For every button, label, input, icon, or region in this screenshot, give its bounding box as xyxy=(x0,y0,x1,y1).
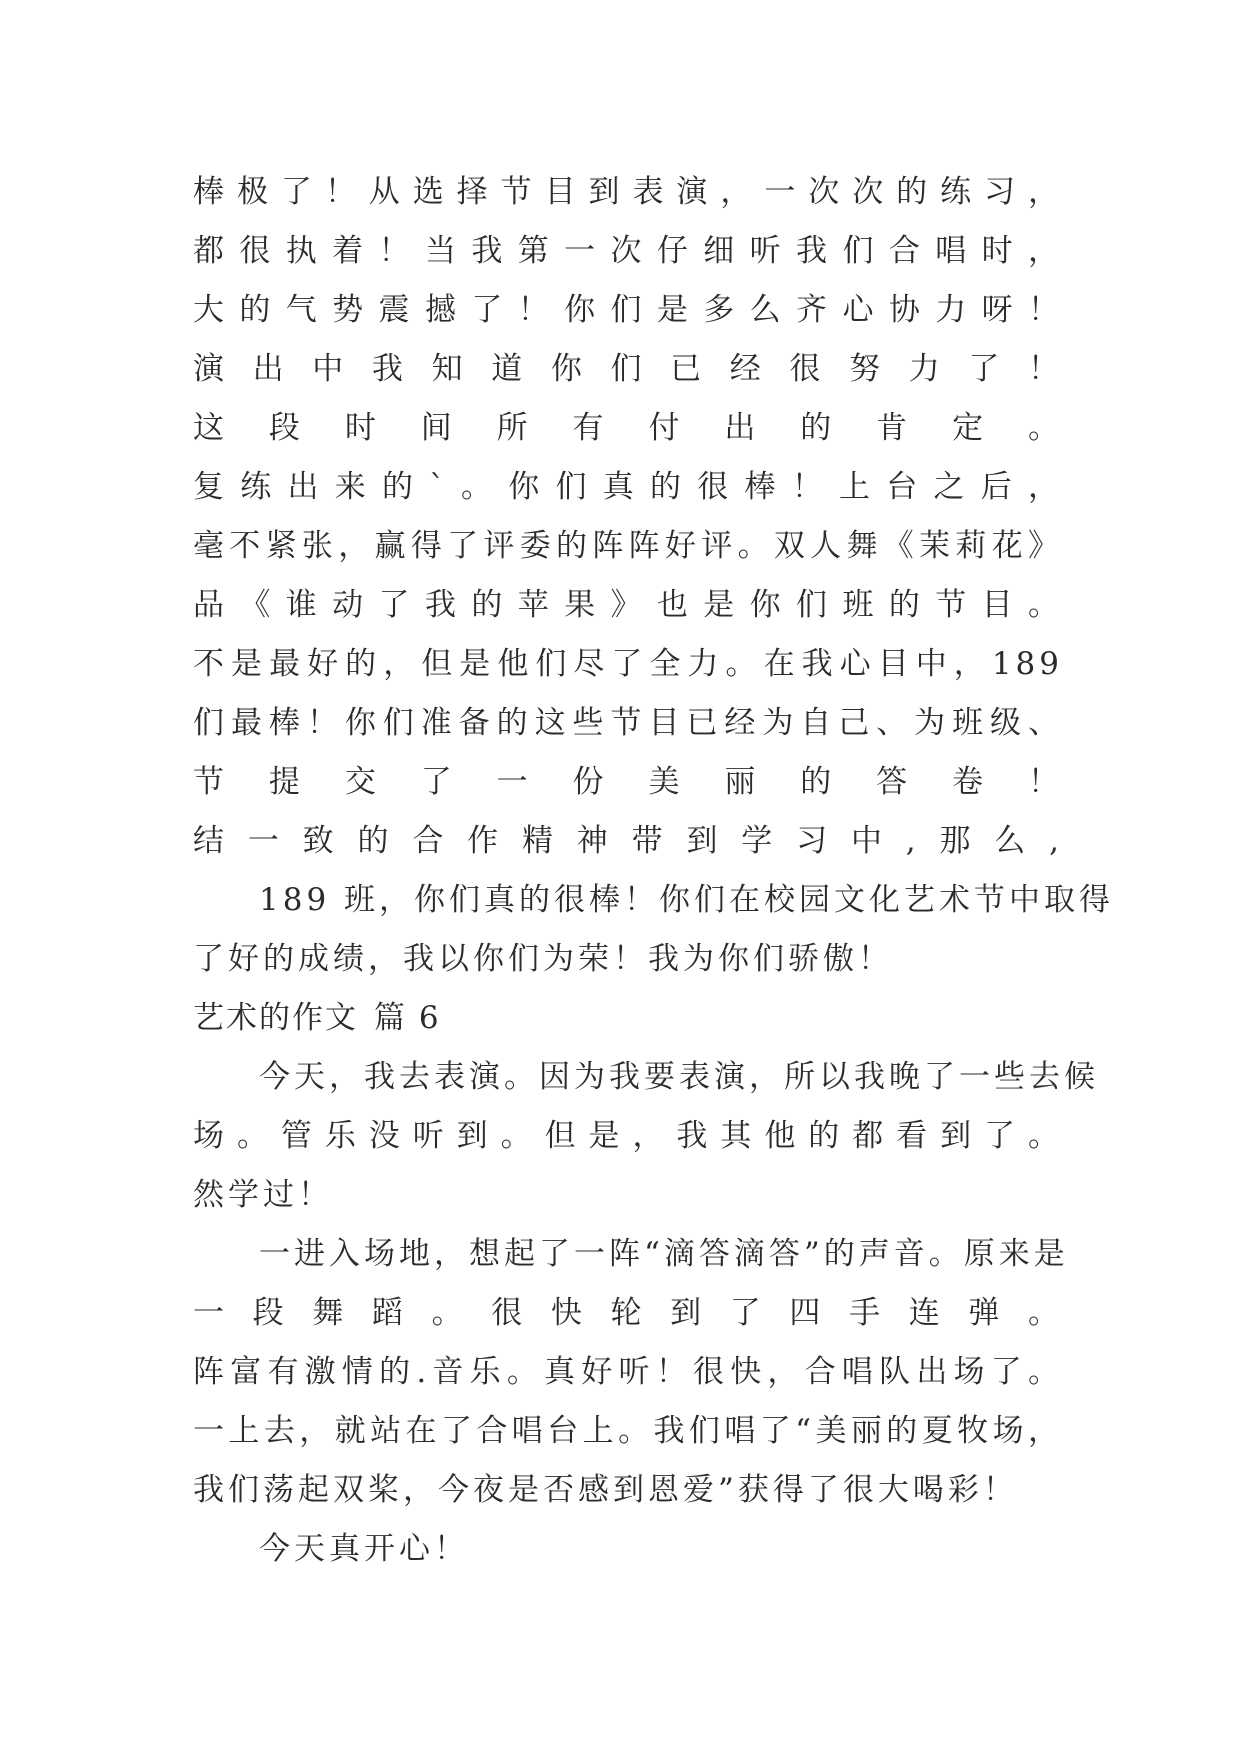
text-line: 棒极了！从选择节目到表演，一次次的练习， xyxy=(193,174,1063,210)
heading-number: 篇 6 xyxy=(374,1000,441,1036)
text-line: 了好的成绩，我以你们为荣！我为你们骄傲！ xyxy=(193,941,893,977)
section-heading xyxy=(193,989,1063,1048)
text-line: 复练出来的`。你们真的很棒！上台之后， xyxy=(193,469,1063,505)
text-line: 场。管乐没听到。但是，我其他的都看到了。 xyxy=(193,1118,1063,1154)
paragraph-start-line: 一进入场地，想起了一阵“滴答滴答”的声音。原来是 xyxy=(259,1236,1069,1272)
text-line: 都很执着！当我第一次仔细听我们合唱时， xyxy=(193,233,1063,269)
text-line: 品《谁动了我的苹果》也是你们班的节目。 xyxy=(193,587,1063,623)
text-line: 不是最好的，但是他们尽了全力。在我心目中，189 xyxy=(193,646,1063,682)
text-line: 然学过！ xyxy=(193,1177,333,1213)
heading-title: 艺术的作文 xyxy=(193,1000,358,1036)
paragraph-start-line: 今天真开心！ xyxy=(259,1531,469,1567)
text-line: 一上去，就站在了合唱台上。我们唱了“美丽的夏牧场， xyxy=(193,1413,1063,1449)
text-line: 们最棒！你们准备的这些节目已经为自己、为班级、 xyxy=(193,705,1063,741)
paragraph-start-line: 今天，我去表演。因为我要表演，所以我晚了一些去候 xyxy=(259,1059,1099,1095)
text-line: 结一致的合作精神带到学习中,那么, xyxy=(193,823,1063,859)
text-line: 我们荡起双桨，今夜是否感到恩爱”获得了很大喝彩！ xyxy=(193,1472,1018,1508)
text-line: 毫不紧张，赢得了评委的阵阵好评。双人舞《茉莉花》 xyxy=(193,528,1063,564)
essay-body xyxy=(193,163,1115,1579)
text-line: 这段时间所有付出的肯定。 xyxy=(193,410,1063,446)
text-line: 节提交了一份美丽的答卷！ xyxy=(193,764,1063,800)
text-line: 阵富有激情的.音乐。真好听！很快，合唱队出场了。 xyxy=(193,1354,1063,1390)
text-line: 大的气势震撼了！你们是多么齐心协力呀！ xyxy=(193,292,1063,328)
paragraph-start-line: 189 班，你们真的很棒！你们在校园文化艺术节中取得 xyxy=(259,882,1115,918)
text-line: 演出中我知道你们已经很努力了！ xyxy=(193,351,1063,387)
text-line: 一段舞蹈。很快轮到了四手连弹。 xyxy=(193,1295,1063,1331)
